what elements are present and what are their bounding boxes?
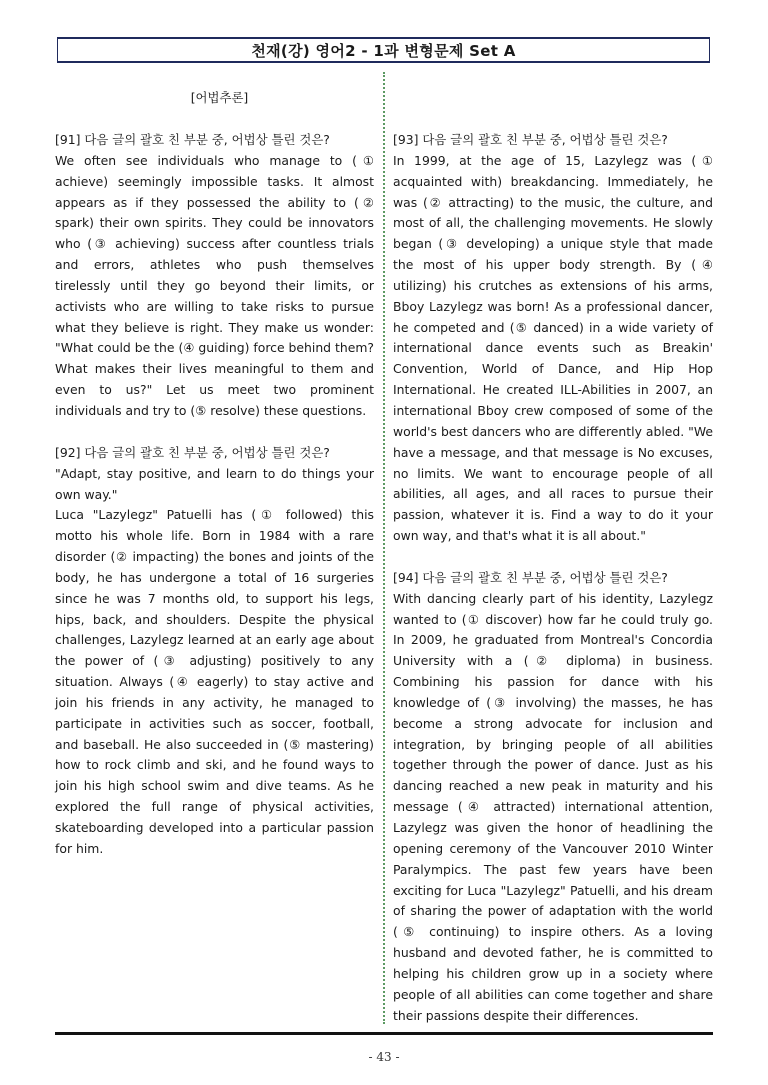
question-93 xyxy=(393,130,713,547)
page-number: - 43 - xyxy=(368,1050,400,1064)
section-tag: [어법추론] xyxy=(190,90,249,105)
question-title: [92] 다음 글의 괄호 친 부분 중, 어법상 틀린 것은? xyxy=(55,444,330,460)
question-passage: We often see individuals who manage to (① achieve) seemingly impossible tasks. It almost appears as if they possessed the ability to (② spark) their own spirits. They could be innovators who (③ achieving) success after countless trials and errors, athletes who push themselves tirelessly until they go beyond their limits, or activists who are willing to take risks to pursue what they believe is right. They make us wonder: "What could be the (④ guiding) force behind them? What makes their lives meaningful to them and even to us?" Let us meet two prominent individuals and try to (⑤ resolve) these questions. xyxy=(55,152,374,418)
question-title: [91] 다음 글의 괄호 친 부분 중, 어법상 틀린 것은? xyxy=(55,132,330,147)
question-quote: "Adapt, stay positive, and learn to do things your own way." xyxy=(55,465,374,502)
question-92 xyxy=(55,443,374,860)
footer-rule xyxy=(55,1032,713,1035)
question-passage: In 1999, at the age of 15, Lazylegz was (① acquainted with) breakdancing. Immediately, he was (② attracting) to the music, the culture, and most of all, the challenging movements. He slowly began (③ developing) a unique style that made the most of his upper body strength. By (④ utilizing) his crutches as extensions of his arms, Bboy Lazylegz was born! As a professional dancer, he competed and (⑤ danced) in a wide variety of international dance events such as Breakin' Convention, World of Dance, and Hip Hop International. He created ILL-Abilities in 2007, an international Bboy crew composed of some of the world's best dancers who are differently abled. "We have a message, and that message is No excuses, no limits. We want to encourage people of all abilities, all ages, and all races to pursue their passion, whatever it is. Find a way to do it your own way, and that's what it is all about." xyxy=(393,152,713,544)
question-91 xyxy=(55,130,374,422)
left-column xyxy=(55,88,374,860)
question-title: [94] 다음 글의 괄호 친 부분 중, 어법상 틀린 것은? xyxy=(393,569,668,585)
question-passage: Luca "Lazylegz" Patuelli has (① followed) this motto his whole life. Born in 1984 with a rare disorder (② impacting) the bones and joints of the body, he has undergone a total of 16 surgeries since he was 7 months old, to support his legs, hips, back, and shoulders. Despite the physical challenges, Lazylegz learned at an early age about the power of (③ adjusting) positively to any situation. Always (④ eagerly) to stay active and join his friends in any activity, he managed to participate in activities such as soccer, football, and baseball. He also succeeded in (⑤ mastering) how to rock climb and ski, and he found ways to join his high school swim and dive teams. As he explored the full range of physical activities, skateboarding developed into a particular passion for him. xyxy=(55,507,374,856)
right-column xyxy=(393,88,713,1026)
page-header xyxy=(57,37,710,63)
question-title: [93] 다음 글의 괄호 친 부분 중, 어법상 틀린 것은? xyxy=(393,132,668,147)
question-passage: With dancing clearly part of his identity, Lazylegz wanted to (① discover) how far he could truly go. In 2009, he graduated from Montreal's Concordia University with a (② diploma) in business. Combining his passion for dance with his knowledge of (③ involving) the masses, he has become a strong advocate for inclusion and integration, by bringing people of all abilities together through the power of dance. Just as his dancing reached a new peak in maturity and his message (④ attracted) international attention, Lazylegz was given the honor of headlining the opening ceremony of the Vancouver 2010 Winter Paralympics. The past few years have been exciting for Luca "Lazylegz" Patuelli, and his dream of sharing the power of adaptation with the world (⑤ continuing) to inspire others. As a loving husband and devoted father, he is committed to helping his children grow up in a society where people of all abilities can come together and share their passions despite their differences. xyxy=(393,590,713,1023)
question-94 xyxy=(393,568,713,1027)
column-divider xyxy=(383,72,385,1024)
page-title: 천재(강) 영어2 - 1과 변형문제 Set A xyxy=(251,41,516,60)
